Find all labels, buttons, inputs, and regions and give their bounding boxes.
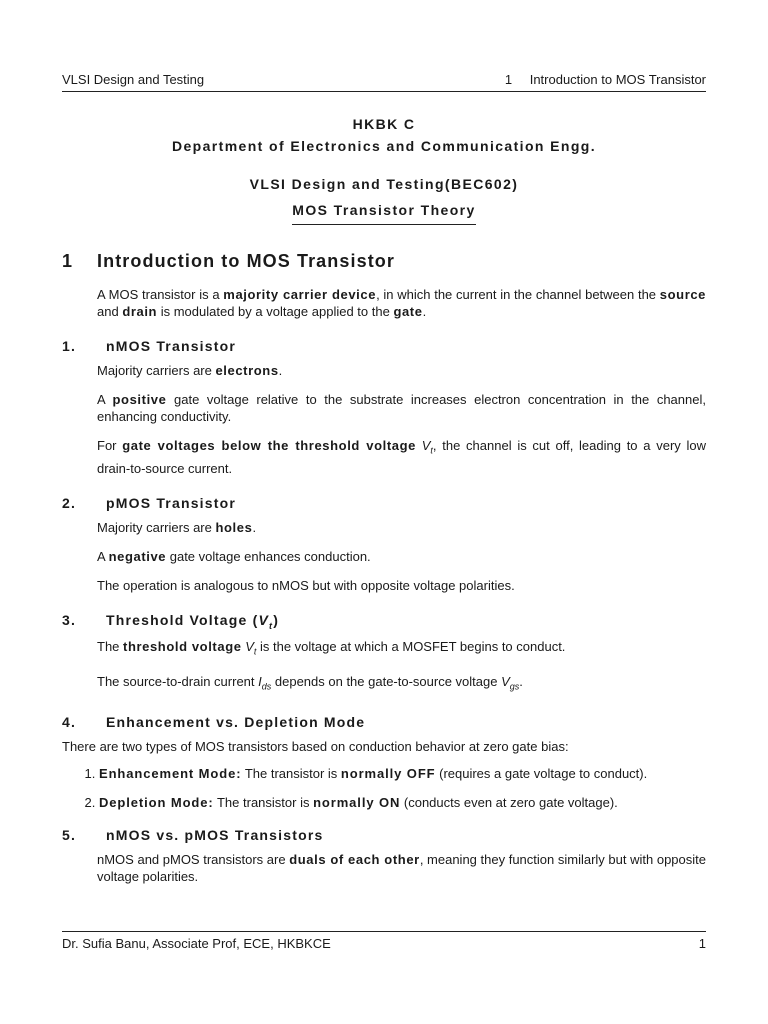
subscript: t (430, 445, 433, 456)
text: Majority carriers are (97, 519, 216, 535)
bold-term: majority carrier device (223, 287, 377, 302)
bold-term: duals of each other (289, 851, 420, 867)
math-symbol (258, 673, 272, 692)
nmos-paragraph-1 (62, 362, 706, 379)
text: . (519, 673, 523, 689)
symbol: V (258, 611, 269, 628)
modes-intro: There are two types of MOS transistors based on conduction behavior at zero gate bias: (62, 738, 569, 754)
text: , the channel is cut off, leading to a very low drain-to-source current. (97, 438, 706, 476)
section-number: 1 (62, 251, 74, 271)
subsection-number: 1. (62, 338, 77, 354)
text: and (97, 304, 123, 319)
text: is modulated by a voltage applied to the (157, 304, 394, 319)
text: The (97, 639, 124, 655)
section-title: Introduction to MOS Transistor (97, 251, 395, 271)
text: A MOS transistor is a (97, 287, 224, 302)
subsection-title (106, 612, 279, 631)
list-item (99, 794, 706, 811)
bold-term: drain (122, 304, 158, 319)
subsection-title: pMOS Transistor (106, 494, 237, 511)
text: gate voltage enhances conduction. (166, 548, 371, 564)
text: Majority carriers are (97, 363, 216, 378)
main-content (62, 251, 706, 885)
compare-paragraph (62, 851, 706, 885)
subsection-heading-nmos (62, 338, 706, 354)
text: (requires a gate voltage to conduct). (435, 765, 648, 781)
header-section (505, 72, 706, 87)
page-number: 1 (698, 936, 706, 951)
title-block (0, 116, 768, 225)
symbol: V (245, 639, 254, 655)
subscript: t (253, 646, 257, 657)
text: depends on the gate-to-source voltage (271, 673, 502, 689)
text: . (278, 363, 283, 378)
math-symbol (421, 438, 433, 456)
subsection-heading-threshold (62, 612, 706, 631)
pmos-paragraph-2 (62, 548, 706, 565)
bold-term: holes (215, 519, 253, 535)
bold-term: positive (112, 392, 167, 407)
department-name: Department of Electronics and Communication Engg. (171, 138, 597, 154)
bold-term: gate (393, 304, 423, 319)
text: The transistor is (241, 765, 341, 781)
bold-term: source (659, 287, 707, 302)
institution-name: HKBK C (352, 116, 416, 132)
bold-term: normally OFF (340, 765, 436, 781)
nmos-paragraph-3 (62, 437, 706, 477)
symbol: I (258, 673, 262, 689)
course-title: VLSI Design and Testing(BEC602) (249, 176, 519, 192)
subsection-number: 5. (62, 826, 77, 843)
text: For (97, 438, 123, 453)
text: nMOS and pMOS transistors are (97, 851, 290, 867)
text: . (252, 519, 257, 535)
bold-term: gate voltages below the threshold voltage (122, 438, 416, 453)
bold-term: threshold voltage (123, 639, 242, 655)
subsection-heading-modes (62, 714, 706, 730)
symbol: V (501, 673, 510, 689)
header-section-number: 1 (504, 72, 513, 87)
text: . (422, 304, 427, 319)
subscript: gs (509, 681, 520, 692)
text: Threshold Voltage ( (106, 611, 259, 628)
text: A (97, 548, 109, 564)
bold-term: electrons (215, 363, 279, 378)
text: , in which the current in the channel between the (376, 287, 660, 302)
text: (conducts even at zero gate voltage). (400, 794, 618, 810)
subscript: ds (261, 681, 272, 692)
text: , meaning they function similarly but with opposite voltage polarities. (97, 851, 706, 884)
bold-term: normally ON (313, 794, 401, 810)
text: gate voltage relative to the substrate increases electron concentration in the channel, enhancing conductivity. (97, 392, 706, 424)
subscript: t (268, 620, 274, 631)
subsection-number: 2. (62, 494, 77, 511)
topic-title: MOS Transistor Theory (292, 202, 475, 225)
list-item (99, 765, 706, 782)
text: is the voltage at which a MOSFET begins to conduct. (256, 639, 566, 655)
bold-term: negative (108, 548, 167, 564)
modes-list (62, 765, 706, 811)
header-course-title: VLSI Design and Testing (62, 72, 205, 87)
text: The source-to-drain current (97, 673, 259, 689)
text: ) (273, 611, 280, 628)
section-heading (62, 251, 706, 272)
subsection-heading-compare (62, 827, 706, 843)
subsection-number: 4. (62, 713, 77, 730)
math-symbol (501, 673, 520, 692)
running-header (62, 72, 706, 92)
subsection-title: Enhancement vs. Depletion Mode (106, 713, 366, 730)
pmos-paragraph-1 (62, 519, 706, 536)
threshold-paragraph-2 (62, 673, 706, 696)
nmos-paragraph-2 (62, 391, 706, 425)
subsection-heading-pmos (62, 495, 706, 511)
symbol: V (421, 438, 431, 453)
text: The transistor is (213, 794, 314, 810)
text: A (97, 392, 113, 407)
list-item-label: Depletion Mode: (99, 794, 214, 810)
math-symbol (258, 611, 274, 631)
threshold-paragraph-1 (62, 638, 706, 661)
subsection-title: nMOS vs. pMOS Transistors (106, 826, 324, 843)
math-symbol (245, 639, 257, 657)
intro-paragraph (62, 286, 706, 320)
pmos-paragraph-3: The operation is analogous to nMOS but with opposite voltage polarities. (97, 577, 515, 593)
subsection-title: nMOS Transistor (106, 338, 237, 354)
running-footer (62, 931, 706, 951)
list-item-label: Enhancement Mode: (99, 765, 242, 781)
header-section-title: Introduction to MOS Transistor (529, 72, 706, 87)
footer-author: Dr. Sufia Banu, Associate Prof, ECE, HKBKCE (62, 936, 331, 951)
subsection-number: 3. (62, 611, 77, 628)
